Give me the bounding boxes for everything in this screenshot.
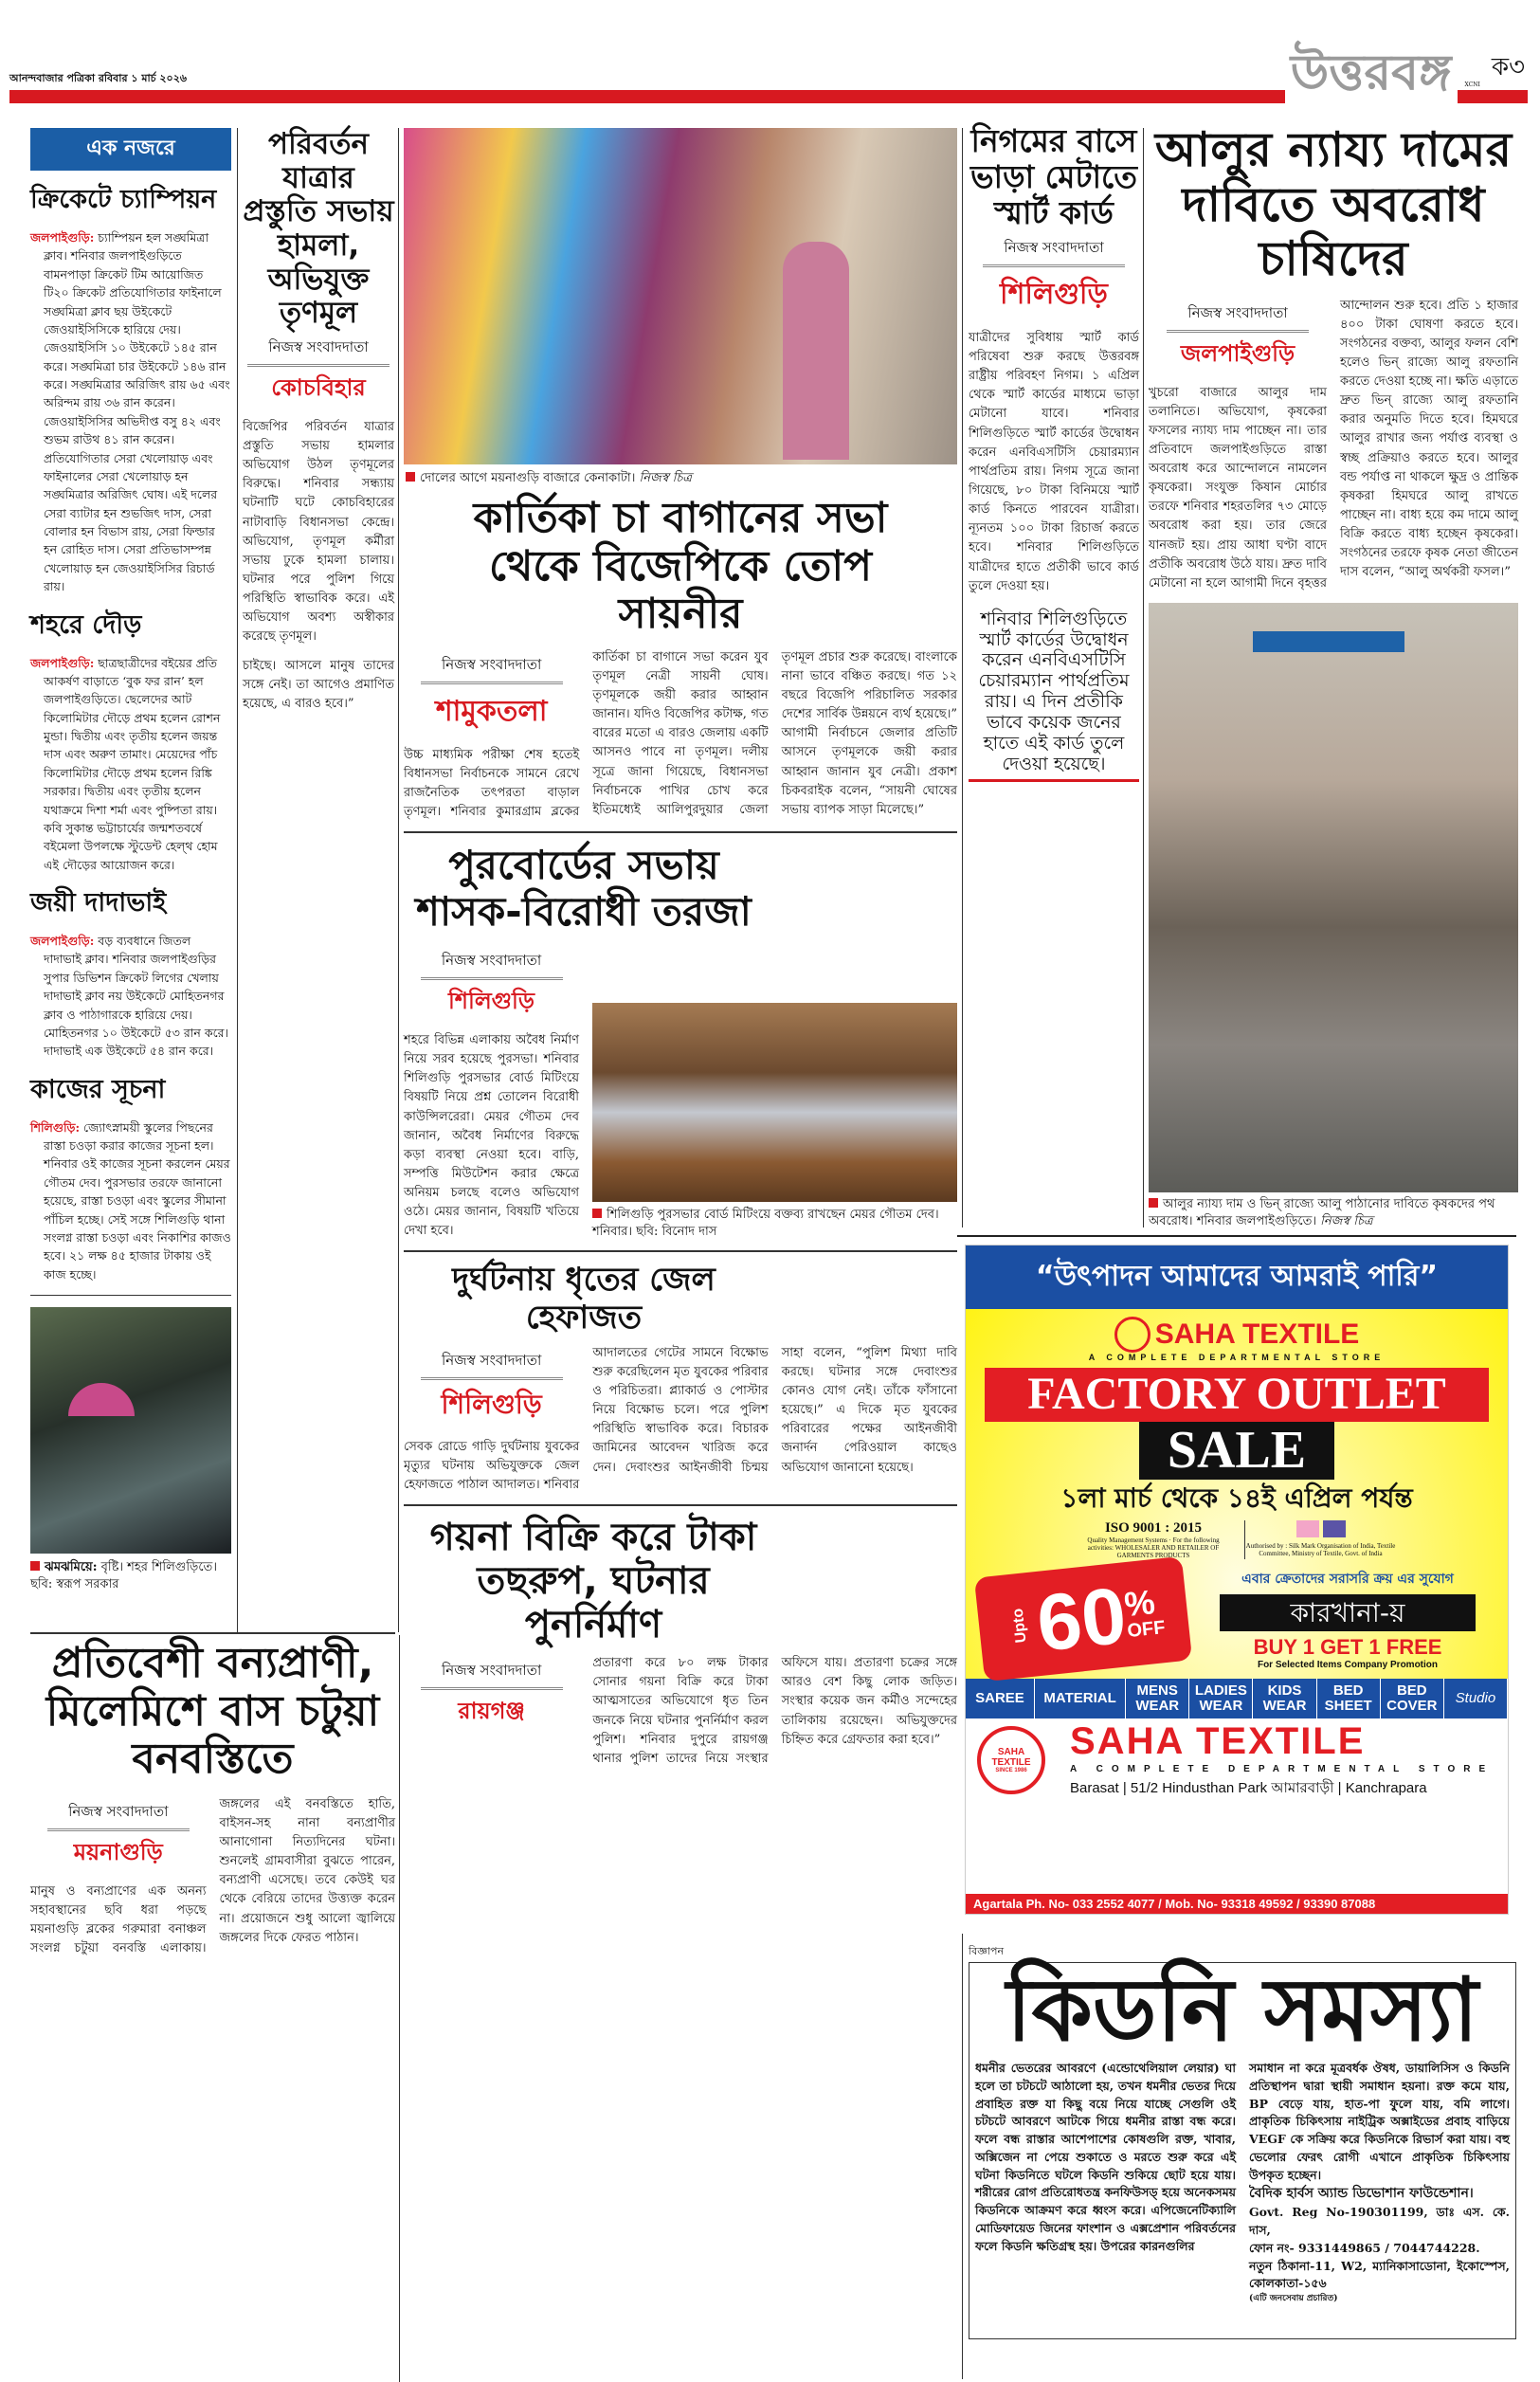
byline: নিজস্ব সংবাদদাতা: [983, 237, 1125, 267]
saha-textile-ad[interactable]: [957, 1235, 1516, 1922]
ad-org: বৈদিক হার্বস অ্যান্ড ডিভোশান ফাউন্ডেশান।: [1249, 2186, 1474, 2202]
toy-photo-caption: [406, 470, 692, 487]
caption-marker: [30, 1561, 40, 1571]
headline: প্রতিবেশী বন্যপ্রাণী, মিলেমিশে বাস চটুয়া বনবস্তিতে: [45, 1639, 380, 1784]
byline: নিজস্ব সংবাদদাতা: [421, 950, 563, 980]
byline: নিজস্ব সংবাদদাতা: [247, 336, 390, 367]
category-saree: SAREE: [966, 1679, 1035, 1718]
ad-address: নতুন ঠিকানা-11, W2, ম্যানিকাসাডোনা, ইকোস্পেস, কোলকাতা-১৫৬: [1249, 2258, 1510, 2291]
story-potato: [1149, 123, 1518, 1230]
column-rule: [962, 1934, 963, 2379]
brief-title: জয়ী দাদাভাই: [30, 888, 167, 918]
toy-market-photo: [404, 128, 957, 464]
farmers-blockade-photo: [1149, 603, 1518, 1192]
bogo-note: For Selected Items Company Promotion: [1257, 1659, 1439, 1670]
category-bed-cover: BED COVER: [1381, 1679, 1444, 1718]
ad-phone[interactable]: ফোন নং- 9331449865 / 7044744228.: [1249, 2240, 1480, 2255]
factory-outlet-banner: FACTORY OUTLET: [985, 1368, 1489, 1422]
category-ladies-wear: LADIES WEAR: [1189, 1679, 1253, 1718]
caption-credit: নিজস্ব চিত্র: [639, 471, 692, 485]
bogo-offer: BUY 1 GET 1 FREE: [1253, 1634, 1442, 1659]
brief-item: [30, 883, 231, 1061]
story-body: শহরে বিভিন্ন এলাকায় অবৈধ নির্মাণ নিয়ে সরব হয়েছে পুরসভা। শনিবার শিলিগুড়ি পুরসভার বোর্ড মিটিংয়ে বিষয়টি নিয়ে প্রশ্ন তোলেন বিরোধী কাউন্সিলরেরা। মেয়র গৌতম দেব জানান, অবৈধ নির্মাণের বিরুদ্ধে কড়া ব্যবস্থা নেওয়া হবে। বাড়ি, সম্পত্তি মিউটেশন করার ক্ষেত্রে অনিয়ম চলছে বলেও অভিযোগ ওঠে। মেয়র জানান, বিষয়টি খতিয়ে দেখা হবে।: [404, 1032, 579, 1239]
caption-text: আলুর ন্যায্য দাম ও ভিন্ রাজ্যে আলু পাঠানোর দাবিতে কৃষকদের পথ অবরোধ। শনিবার জলপাইগুড়িতে।: [1149, 1196, 1495, 1228]
headline: পরিবর্তন যাত্রার প্রস্তুতি সভায় হামলা, অভিযুক্ত তৃণমূল: [243, 127, 394, 331]
story-smartcard: [969, 123, 1139, 782]
dateline-place: ময়নাগুড়ি: [73, 1838, 163, 1865]
story-purboard: [404, 843, 957, 1241]
story-body: উচ্চ মাধ্যমিক পরীক্ষা শেষ হতেই বিধানসভা নির্বাচনকে সামনে রেখে রাজনৈতিক তৎপরতা বাড়াল তৃণমূল। শনিবার কুমারগ্রাম ব্লকের কার্তিকা চা বাগানে সভা করেন যুব তৃণমূল নেত্রী সায়নী ঘোষ। তৃণমূলকে জয়ী করার আহ্বান জানান। যদিও বিজেপির কটাক্ষ, গত বারের মতো এ বারও জেলায় একটি আসনও পাবে না তৃণমূল। দলীয় সূত্রে জানা গিয়েছে, বিধানসভা নির্বাচনকে পাখির চোখ করে ইতিমধ্যেই আলিপুরদুয়ার জেলা তৃণমূল প্রচার শুরু করেছে। বাংলাকে নানা ভাবে বঞ্চিত করছে। গত ১২ বছরে বিজেপি পরিচালিত সরকার দেশের সার্বিক উন্নয়নে ব্যর্থ হয়েছে।” আগামী নির্বাচনে জেলার প্রতিটি আসনে তৃণমূলকে জয়ী করার আহ্বান জানান যুব নেত্রী। প্রকাশ চিকবরাইক বলেন, “সায়নী ঘোষের সভায় ব্যাপক সাড়া মিলেছে।”: [404, 649, 957, 820]
section-title: উত্তরবঙ্গ: [1285, 42, 1458, 106]
caption-text: শিলিগুড়ি পুরসভার বোর্ড মিটিংয়ে বক্তব্য রাখছেন মেয়র গৌতম দেব। শনিবার। ছবি: বিনোদ দাস: [592, 1208, 939, 1240]
divider: [30, 1295, 231, 1296]
story-accident: [404, 1262, 957, 1495]
masthead-date: আনন্দবাজার পত্রিকা রবিবার ১ মার্চ ২০২৬: [9, 72, 188, 84]
brief-title: ক্রিকেটে চ্যাম্পিয়ন: [30, 185, 217, 214]
headline: পুরবোর্ডের সভায় শাসক-বিরোধী তরজা: [416, 842, 752, 935]
category-strip: [966, 1679, 1508, 1718]
ad-note: (এটি জনসেবায় প্রচারিত): [1249, 2294, 1338, 2303]
board-photo-caption: [592, 1207, 957, 1241]
brief-text: চ্যাম্পিয়ন হল সঙ্ঘমিত্রা ক্লাব। শনিবার জলপাইগুড়িতে বামনপাড়া ক্রিকেট টিম আয়োজিত টি২০ ক্রিকেট প্রতিযোগিতার ফাইনালে সঙ্ঘমিত্রা ক্লাব ছয় উইকেটে জেওয়াইসিসিকে হারিয়ে দেয়। জেওয়াইসিসি ১০ উইকেটে ১৪৫ রান করে। সঙ্ঘমিত্রা চার উইকেটে ১৪৬ রান করে। সঙ্ঘমিত্রার অরিজিৎ রায় ৬৫ এবং অরিন্দম রায় ৩৬ রান করেন। জেওয়াইসিসির অভিদীপ্ত বসু ৪২ এবং শুভম রাউথ ৪১ রান করেন। প্রতিযোগিতার সেরা খেলোয়াড় এবং ফাইনালের সেরা খেলোয়াড় হন সঙ্ঘমিত্রার অরিজিৎ ঘোষ। এই দলের সেরা ব্যাটার হন শুভজিৎ দাস, সেরা বোলার হন বিভাস রায়, সেরা ফিল্ডার হন রোহিত দাস। সেরা প্রতিভাসম্পন্ন খেলোয়াড় হন জেওয়াইসিসির রিচার্ড রায়।: [44, 230, 230, 594]
story-sayani: [404, 495, 957, 822]
header-title-group: [1285, 42, 1529, 106]
rain-photo: [30, 1307, 231, 1554]
ad-col2: সমাধান না করে মূত্রবর্ধক ঔষধ, ডায়ালিসিস ও কিডনি প্রতিস্থাপন দ্বারা স্থায়ী সমাধান হয়না। রক্ত কমে যায়, BP বেড়ে যায়, হাত-পা ফুলে যায়, বমি লাগে। প্রাকৃতিক চিকিৎসায় নাইট্রিক অক্সাইডের প্রবাহ বাড়িয়ে VEGF কে সক্রিয় করে কিডনিকে রিভার্স করা যায়। বহু ভেলোর ফেরৎ রোগী এখানে প্রাকৃতিক চিকিৎসায় উপকৃত হচ্ছেন।: [1249, 2061, 1510, 2182]
divider: [404, 831, 957, 833]
brief-text: ছাত্রছাত্রীদের বইয়ের প্রতি আকর্ষণ বাড়াতে ‘বুক ফর রান’ হল জলপাইগুড়িতে। ছেলেদের আট কিলোমিটার দৌড়ে প্রথম হলেন রোশন মুন্ডা। দ্বিতীয় এবং তৃতীয় হলেন জয়ন্ত দাস এবং অরুণ তামাং। মেয়েদের পাঁচ কিলোমিটার দৌড়ে প্রথম হলেন রিঙ্কি সরকার। দ্বিতীয় এবং তৃতীয় হলেন যথাক্রমে দিশা শর্মা এবং পুষ্পিতা রায়। কবি সুকান্ত ভট্টাচার্যের জন্মশতবর্ষে বইমেলা উপলক্ষে স্টুডেন্ট হেল্থ হোম এই দৌড়ের আয়োজন করে।: [44, 655, 221, 872]
column-rule: [237, 128, 238, 1632]
karkhana-banner: কারখানা-য়: [1220, 1594, 1476, 1631]
kidney-ad[interactable]: [969, 1959, 1516, 2339]
headline: গয়না বিক্রি করে টাকা তছরুপ, ঘটনার পুনর্নির্মাণ: [429, 1516, 757, 1647]
story-parivartan: [243, 128, 394, 714]
dateline-place: জলপাইগুড়ি: [1180, 339, 1295, 367]
category-studio: Studio: [1444, 1679, 1508, 1718]
umbrella-figure: [68, 1383, 135, 1416]
caption-text: দোলের আগে ময়নাগুড়ি বাজারে কেনাকাটা।: [420, 471, 636, 485]
headline: নিগমের বাসে ভাড়া মেটাতে স্মার্ট কার্ড: [969, 122, 1138, 231]
brief-location: জলপাইগুড়ি:: [30, 655, 95, 670]
story-wildlife: [30, 1640, 395, 1958]
textile-committee-icon: [1323, 1520, 1346, 1537]
brand-tagline-large: A COMPLETE DEPARTMENTAL STORE: [1070, 1763, 1495, 1774]
brief-location: শিলিগুড়ি:: [30, 1119, 81, 1135]
contact-strip: Agartala Ph. No- 033 2552 4077 / Mob. No- 93318 49592 / 93390 87088: [966, 1894, 1508, 1914]
headline: দুর্ঘটনায় ধৃতের জেল হেফাজত: [452, 1261, 716, 1336]
divider: [30, 1632, 395, 1634]
headline: কার্তিকা চা বাগানের সভা থেকে বিজেপিকে তোপ সায়নীর: [473, 494, 888, 639]
story-body: যাত্রীদের সুবিধায় স্মার্ট কার্ড পরিষেবা শুরু করছে উত্তরবঙ্গ রাষ্ট্রীয় পরিবহণ নিগম। ১ এপ্রিল থেকে স্মার্ট কার্ডের মাধ্যমে ভাড়া মেটানো যাবে। শনিবার শিলিগুড়িতে স্মার্ট কার্ডের উদ্বোধন করেন এনবিএসটিসি চেয়ারম্যান পার্থপ্রতিম রায়। নিগম সূত্রে জানা গিয়েছে, ৮০ টাকা বিনিময়ে স্মার্ট কার্ড কিনতে পারবেন যাত্রীরা। ন্যূনতম ১০০ টাকা রিচার্জ করতে হবে। শনিবার শিলিগুড়িতে যাত্রীদের হাতে প্রতীকী ভাবে কার্ড তুলে দেওয়া হয়।: [969, 330, 1139, 593]
dateline-place: রায়গঞ্জ: [458, 1698, 525, 1725]
dateline-place: শিলিগুড়ি: [441, 1388, 542, 1420]
sale-dates: ১লা মার্চ থেকে ১৪ই এপ্রিল পর্যন্ত: [1060, 1482, 1413, 1515]
center-column: [404, 495, 957, 1769]
column-rule: [1143, 128, 1144, 1227]
briefs-column: [30, 128, 231, 1283]
saha-logo-seal: [1114, 1317, 1150, 1353]
brief-item: [30, 606, 231, 875]
silk-sub: Authorised by : Silk Mark Organisation of India, Textile Committee, Ministry of Textile, Govt. of India: [1245, 1541, 1396, 1557]
discount-off: OFF: [1126, 1616, 1167, 1642]
edition-code: XCNI: [1464, 82, 1480, 88]
ad-label: বিজ্ঞাপন: [969, 1945, 1005, 1957]
discount-badge: [974, 1556, 1192, 1682]
promo-row: [966, 1559, 1508, 1679]
page-number: ক৩: [1488, 47, 1529, 89]
silk-mark-icon: [1296, 1520, 1319, 1537]
brief-title: শহরে দৌড়: [30, 609, 142, 640]
brief-text: বড় ব্যবধানে জিতল দাদাভাই ক্লাব। শনিবার জলপাইগুড়ির সুপার ডিভিশন ক্রিকেট লিগের খেলায় দাদাভাই ক্লাব নয় উইকেটে মোহিতনগর ক্লাব ও পাঠাগারকে হারিয়ে দেয়। মোহিতনগর ১০ উইকেটে ৫৩ রান করে। দাদাভাই এক উইকেটে ৫৪ রান করে।: [44, 934, 228, 1059]
sale-banner: SALE: [1139, 1422, 1334, 1481]
seal-text: SAHA TEXTILE: [991, 1746, 1031, 1768]
saha-seal: [977, 1726, 1045, 1794]
sayani-quote-end: চাইছে। আসলে মানুষ তাদের সঙ্গে নেই। তা আগেও প্রমাণিত হয়েছে, এ বারও হবে।”: [243, 658, 394, 711]
caption-text: বৃষ্টি। শহর শিলিগুড়িতে। ছবি: স্বরূপ সরকার: [30, 1560, 217, 1592]
caption-credit: নিজস্ব চিত্র: [1320, 1213, 1373, 1228]
headline: আলুর ন্যায্য দামের দাবিতে অবরোধ চাষিদের: [1154, 122, 1513, 286]
category-kids-wear: KIDS WEAR: [1253, 1679, 1316, 1718]
discount-value: 60: [1032, 1569, 1131, 1668]
blockade-photo-caption: [1149, 1196, 1518, 1230]
story-body: সেবক রোডে গাড়ি দুর্ঘটনায় যুবকের মৃত্যুর ঘটনায় অভিযুক্তকে জেল হেফাজতে পাঠাল আদালত। শনিবার আদালতের গেটের সামনে বিক্ষোভ শুরু করেছিলেন মৃত যুবকের পরিবার ও পরিচিতরা। প্ল্যাকার্ড ও পোস্টার নিয়ে বিক্ষোভ চলে। পরে পুলিশ পরিস্থিতি স্বাভাবিক করে। বিচারক জামিনের আবেদন খারিজ করে দেন। দেবাংশুর আইনজীবী চিন্ময় সাহা বলেন, “পুলিশ মিথ্যা দাবি করছে। ঘটনার সঙ্গে দেবাংশুর কোনও যোগ নেই। তাঁকে ফাঁসানো হয়েছে।” এ দিকে মৃত যুবকের পরিবারের পক্ষের আইনজীবী জনার্দন পেরিওয়াল কাছেও অভিযোগ জানানো হয়েছে।: [404, 1345, 957, 1492]
caption-bold: ঝমঝমিয়ে:: [45, 1560, 98, 1574]
child-figure: [783, 242, 849, 460]
byline: নিজস্ব সংবাদদাতা: [421, 1350, 563, 1380]
divider: [404, 1504, 957, 1506]
dateline-place: কোচবিহার: [271, 373, 366, 401]
brief-location: জলপাইগুড়ি:: [30, 934, 95, 948]
byline: নিজস্ব সংবাদদাতা: [47, 1801, 190, 1831]
board-meeting-photo: [592, 1003, 957, 1202]
byline: নিজস্ব সংবাদদাতা: [421, 654, 563, 684]
brand-name: SAHA TEXTILE: [1154, 1318, 1360, 1350]
column-rule: [398, 128, 399, 1632]
story-body: মানুষ ও বন্যপ্রাণের এক অনন্য সহাবস্থানের ছবি ধরা পড়ছে ময়নাগুড়ি ব্লকের গরুমারা বনাঞ্চল সংলগ্ন চটুয়া বনবস্তি এলাকায়। জঙ্গলের এই বনবস্তিতে হাতি, বাইসন-সহ নানা বন্যপ্রাণীর আনাগোনা নিত্যদিনের ঘটনা। শুনলেই গ্রামবাসীরা বুঝতে পারেন, বন্যপ্রাণী এসেছে। তবে কেউই ঘর থেকে বেরিয়ে তাদের উত্ত্যক্ত করেন না। প্রয়োজনে শুধু আলো জ্বালিয়ে জঙ্গলের দিকে ফেরত পাঠান।: [30, 1796, 395, 1956]
byline: নিজস্ব সংবাদদাতা: [1167, 302, 1309, 333]
category-bed-sheet: BED SHEET: [1317, 1679, 1381, 1718]
discount-percent: %: [1122, 1581, 1157, 1625]
column-rule: [962, 128, 963, 1227]
discount-prefix: Upto: [1009, 1607, 1030, 1644]
divider: [404, 1250, 957, 1252]
category-material: MATERIAL: [1035, 1679, 1126, 1718]
seal-since: SINCE 1986: [995, 1767, 1027, 1773]
direct-buy-text: এবার ক্রেতাদের সরাসরি ক্রয় এর সুযোগ: [1241, 1571, 1454, 1587]
iso-sub: Quality Management Systems · For the following activities: WHOLESALER AND RETAILER OF GARMENTS PRODUCTS: [1087, 1536, 1220, 1559]
column-rule: [399, 1635, 400, 2382]
story-body: প্রতারণা করে ৮০ লক্ষ টাকার সোনার গয়না বিক্রি করে টাকা আত্মসাতের অভিযোগে ধৃত তিন জনকে নিয়ে ঘটনার পুনর্নির্মাণ করল পুলিশ। শনিবার দুপুরে রায়গঞ্জ থানার পুলিশ তাদের নিয়ে সংস্থার অফিসে যায়। প্রতারণা চক্রের সঙ্গে আরও বেশ কিছু লোক জড়িত। সংস্থার কয়েক জন কর্মীও সন্দেহের তালিকায় রয়েছেন। অভিযুক্তদের চিহ্নিত করে গ্রেফতার করা হবে।”: [592, 1656, 957, 1766]
brief-item: [30, 1070, 231, 1283]
brief-item: [30, 180, 231, 596]
pull-quote: শনিবার শিলিগুড়িতে স্মার্ট কার্ডের উদ্বোধন করেন এনবিএসটিসি চেয়ারম্যান পার্থপ্রতিম রায়। এ দিন প্রতীকি ভাবে কয়েক জনের হাতে এই কার্ড তুলে দেওয়া হয়েছে।: [969, 609, 1139, 782]
dateline-place: শিলিগুড়ি: [1000, 277, 1108, 311]
ad-reg: Govt. Reg No-190301199, ডাঃ এস. কে. দাস,: [1249, 2205, 1510, 2237]
brief-title: কাজের সূচনা: [30, 1074, 166, 1104]
story-body: বিজেপির পরিবর্তন যাত্রার প্রস্তুতি সভায় হামলার অভিযোগ উঠল তৃণমূলের বিরুদ্ধে। শনিবার সন্ধ্যায় ঘটনাটি ঘটে কোচবিহারের নাটাবাড়ি বিধানসভা কেন্দ্রে। অভিযোগ, তৃণমূল কর্মীরা সভায় ঢুকে হামলা চালায়। ঘটনার পরে পুলিশ গিয়ে পরিস্থিতি স্বাভাবিক করে। এই অভিযোগ অবশ্য অস্বীকার করেছে তৃণমূল।: [243, 419, 394, 645]
byline: নিজস্ব সংবাদদাতা: [421, 1660, 563, 1690]
brand-tagline: A COMPLETE DEPARTMENTAL STORE: [1088, 1353, 1386, 1362]
story-jewellery: [404, 1516, 957, 1769]
school-sign: [1253, 631, 1404, 652]
store-locations: Barasat | 51/2 Hindusthan Park আমারবাড়ী | Kanchrapara: [1070, 1779, 1427, 1796]
ad-slogan: “উৎপাদন আমাদের আমরাই পারি”: [966, 1246, 1508, 1309]
dateline-place: শিলিগুড়ি: [447, 987, 535, 1014]
brief-location: জলপাইগুড়ি:: [30, 230, 95, 245]
ad-title: কিডনি সমস্যা: [1006, 1959, 1478, 2061]
briefs-box-title: এক নজরে: [30, 128, 231, 171]
dateline-place: শামুকতলা: [435, 694, 548, 728]
brand-name-large: SAHA TEXTILE: [1070, 1719, 1366, 1762]
brief-text: জ্যোৎস্নাময়ী স্কুলের পিছনের রাস্তা চওড়া করার কাজের সূচনা হল। শনিবার ওই কাজের সূচনা করলেন মেয়র গৌতম দেব। পুরসভার তরফে জানানো হয়েছে, রাস্তা চওড়া এবং স্কুলের সীমানা পাঁচিল হচ্ছে। সেই সঙ্গে শিলিগুড়ি থানা সংলগ্ন রাস্তা চওড়া এবং নিকাশির কাজও হবে। ২১ লক্ষ ৪৫ হাজার টাকায় ওই কাজ হচ্ছে।: [44, 1119, 231, 1282]
rain-photo-caption: [30, 1559, 231, 1593]
story-body: খুচরো বাজারে আলুর দাম তলানিতে। অভিযোগ, কৃষকেরা ফসলের ন্যায্য দাম পাচ্ছেন না। তার প্রতিবাদে জলপাইগুড়িতে রাস্তা অবরোধ করে আন্দোলনে নামলেন কৃষকেরা। সংযুক্ত কিষান মোর্চার তরফে শনিবার শহরতলির ৭৩ মোড়ে অবরোধ করা হয়। তার জেরে যানজট হয়। প্রায় আধা ঘণ্টা বাদে প্রতীকি অবরোধ উঠে যায়। দ্রুত দাবি মেটানো না হলে আগামী দিনে বৃহত্তর আন্দোলন শুরু হবে। প্রতি ১ হাজার ৪০০ টাকা ঘোষণা করতে হবে। সংগঠনের বক্তব্য, আলুর ফলন বেশি হলেও ভিন্ রাজ্যে আলু রফতানি করতে দেওয়া হচ্ছে না। ক্ষতি এড়াতে দ্রুত ভিন্ রাজ্যে আলু রফতানি করার অনুমতি দিতে হবে। হিমঘরে আলুর রাখার জন্য পর্যাপ্ত ব্যবস্থা ও স্বচ্ছ প্রক্রিয়াও করতে হবে। আলুর বন্ড পর্যাপ্ত না থাকলে ক্ষুদ্র ও প্রান্তিক কৃষকরা হিমঘরে আলু রাখতে পাচ্ছেন না। বাধ্য হয়ে কম দামে আলু বিক্রি করতে বাধ্য হচ্ছেন কৃষকেরা। সংগঠনের তরফে কৃষক নেতা জীতেন দাস বলেন, “আলু অর্থকরী ফসল।”: [1149, 298, 1518, 591]
left-column: [30, 128, 231, 1593]
ad-col1: ধমনীর ভেতরের আবরণে (এন্ডোথেলিয়াল লেয়ার) ঘা হলে তা চটচটে আঠালো হয়, তখন ধমনীর ভেতর দিয়ে প্রবাহিত রক্ত যা কিছু বয়ে নিয়ে যাচ্ছে সেগুলি ওই চটচটে আবরণে আটকে গিয়ে ধমনীর রাস্তা বন্ধ করে। ফলে বন্ধ রাস্তার আশেপাশের কোষগুলি রক্ত, খাবার, অক্সিজেন না পেয়ে শুকাতে ও মরতে শুরু করে এই ঘটনা কিডনিতে ঘটলে কিডনি শুকিয়ে ছোট হয়ে যায়। শরীরের রোগ প্রতিরোধতন্ত্র কনফিউসড্ হয়ে অনেকসময় কিডনিকে আক্রমণ করে ধ্বংস করে। এপিজেনেটিক্যালি মোডিফায়েড জিনের ফাংশান ও এক্সপ্রেশান পরিবর্তনের ফলে কিডনি ক্ষতিগ্রস্থ হয়। উপরের কারনগুলির: [975, 2061, 1236, 2253]
iso-cert: ISO 9001 : 2015: [1104, 1519, 1203, 1536]
category-mens-wear: MENS WEAR: [1126, 1679, 1189, 1718]
